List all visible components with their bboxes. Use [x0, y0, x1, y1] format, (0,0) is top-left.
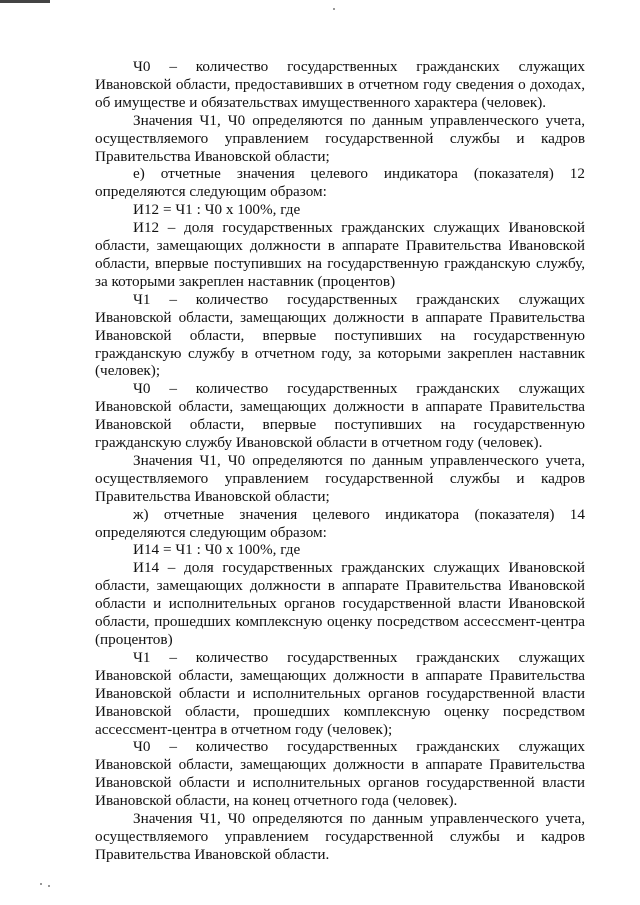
formula-line: И14 = Ч1 : Ч0 х 100%, где [133, 541, 301, 559]
formula-line: И12 = Ч1 : Ч0 х 100%, где [133, 201, 301, 219]
paragraph: ж) отчетные значения целевого индикатора (показателя) 14 определяются следующим образом: [95, 505, 585, 541]
paragraph: Ч0 – количество государственных гражданских служащих Ивановской области, предоставивших в отчетном году сведения о доходах, об имуществе и обязательствах имущественного характера (человек). [95, 58, 585, 111]
paragraph: Ч1 – количество государственных гражданских служащих Ивановской области, замещающих должности в аппарате Правительства Ивановской области, впервые поступивших на государственную гражданскую службу в отчетном году, за которыми закреплен наставник (человек); [95, 290, 585, 380]
paragraph: Значения Ч1, Ч0 определяются по данным управленческого учета, осуществляемого управлением государственной службы и кадров Правительства Ивановской области. [95, 810, 585, 863]
scan-speck [333, 8, 335, 10]
paragraph: И12 – доля государственных гражданских служащих Ивановской области, замещающих должности в аппарате Правительства Ивановской области, впервые поступивших на государственную гражданскую службу, за которыми закреплен наставник (процентов) [95, 219, 585, 290]
paragraph: Значения Ч1, Ч0 определяются по данным управленческого учета, осуществляемого управлением государственной службы и кадров Правительства Ивановской области; [95, 451, 585, 505]
paragraph: Ч0 – количество государственных гражданских служащих Ивановской области, замещающих должности в аппарате Правительства Ивановской области, впервые поступивших на государственную гражданскую службу Ивановской области в отчетном году (человек). [95, 380, 585, 452]
scan-edge-mark [0, 0, 50, 3]
paragraph: Ч1 – количество государственных гражданских служащих Ивановской области, замещающих должности в аппарате Правительства Ивановской области и исполнительных органов государственной власти Ивановской области, прошедших комплексную оценку посредством ассессмент-центра в отчетном году (человек); [95, 648, 585, 738]
scan-speck [40, 883, 42, 885]
scan-speck [48, 885, 50, 887]
paragraph: Значения Ч1, Ч0 определяются по данным управленческого учета, осуществляемого управлением государственной службы и кадров Правительства Ивановской области; [95, 111, 585, 165]
paragraph: Ч0 – количество государственных гражданских служащих Ивановской области, замещающих должности в аппарате Правительства Ивановской области и исполнительных органов государственной власти Ивановской области, на конец отчетного года (человек). [95, 738, 585, 810]
paragraph: И14 – доля государственных гражданских служащих Ивановской области, замещающих должности в аппарате Правительства Ивановской области и исполнительных органов государственной власти Ивановской области, прошедших комплексную оценку посредством ассессмент-центра (процентов) [95, 559, 585, 648]
paragraph: е) отчетные значения целевого индикатора (показателя) 12 определяются следующим образом: [95, 165, 585, 201]
document-body [95, 58, 585, 864]
